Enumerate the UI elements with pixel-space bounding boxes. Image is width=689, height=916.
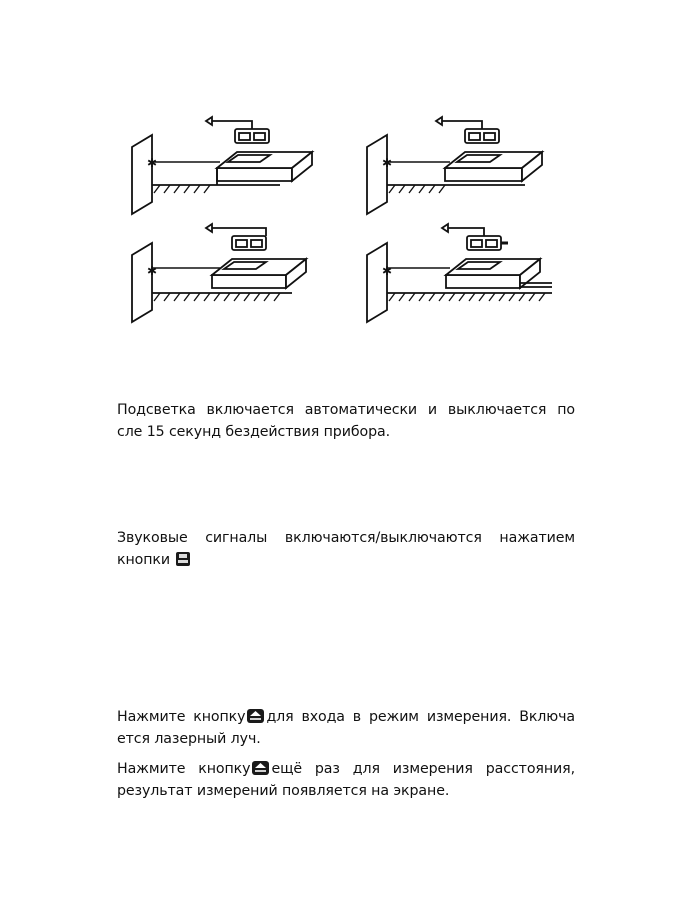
diagram-front-reference [132,117,312,214]
sound-paragraph [117,527,575,571]
measure-1-line-1-end: для входа в режим измерения. Включа [266,709,575,725]
measure-paragraph-2 [117,758,575,802]
measure-1-line-2: ется лазерный луч. [117,731,261,747]
backlight-paragraph [117,399,575,443]
svg-text:✱: ✱ [382,156,393,170]
measure-2-line-1-end: ещё раз для измерения расстояния, [271,761,576,777]
measurement-reference-diagrams [120,105,580,335]
read-button-icon [252,761,269,775]
read-button-icon [247,709,264,723]
sound-line-2 [117,549,575,571]
sound-line-2-text: кнопки [117,552,170,568]
measure-paragraph-1 [117,706,575,750]
measure-2-line-2: результат измерений появляется на экране. [117,783,450,799]
svg-text:✱: ✱ [147,156,158,170]
measure-1-line-1 [117,706,575,728]
diagram-pin-reference [367,224,552,322]
measure-2-line-1-start: Нажмите кнопку [117,761,251,777]
sound-line-1: Звуковые сигналы включаются/выключаются нажатием [117,530,575,546]
svg-text:✱: ✱ [147,264,158,278]
unit-button-icon [176,552,190,566]
measure-2-line-1 [117,758,575,780]
backlight-line-1: Подсветка включается автоматически и выключается по [117,402,575,418]
svg-text:✱: ✱ [382,264,393,278]
backlight-line-2: сле 15 секунд бездействия прибора. [117,424,390,440]
diagram-rear-reference [367,117,542,214]
diagram-tripod-reference [132,224,306,322]
measure-1-line-1-start: Нажмите кнопку [117,709,246,725]
